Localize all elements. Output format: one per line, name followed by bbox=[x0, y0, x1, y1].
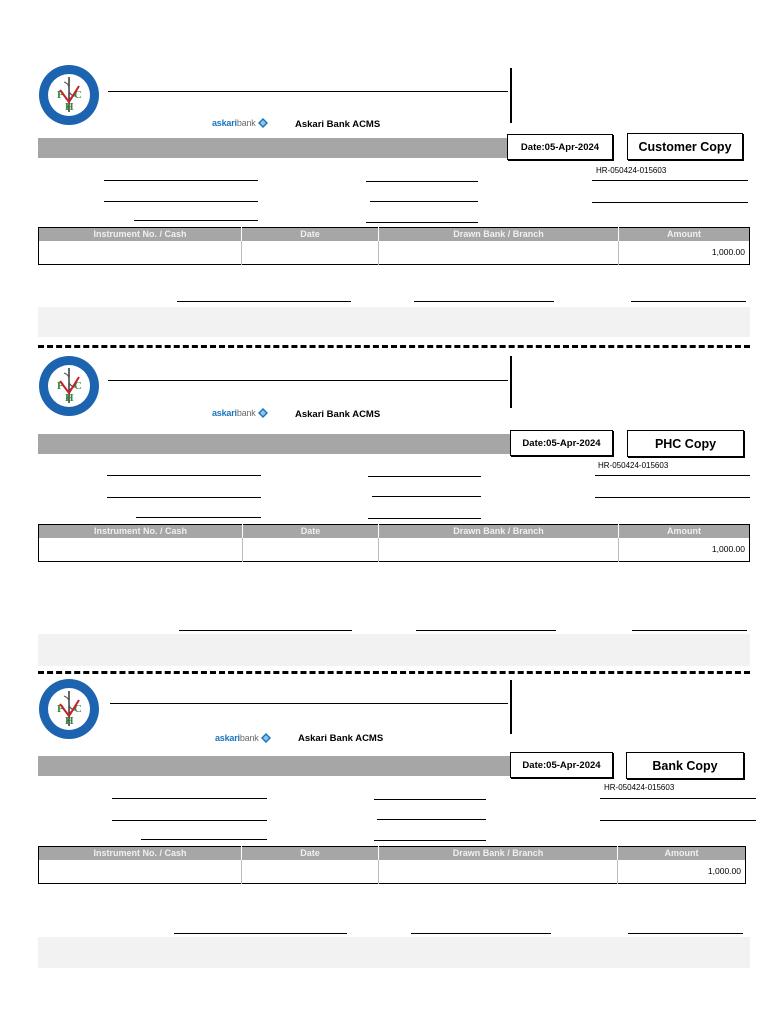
amount-cell: 1,000.00 bbox=[707, 866, 741, 877]
header-divider bbox=[510, 356, 512, 408]
field-line bbox=[595, 475, 750, 476]
copy-label: Customer Copy bbox=[627, 133, 743, 160]
instrument-table bbox=[38, 846, 746, 884]
column-header: Drawn Bank / Branch bbox=[379, 228, 619, 241]
bank-brand-left: askari bbox=[215, 733, 240, 743]
reference-number: HR-050424-015603 bbox=[598, 461, 669, 470]
instrument-table bbox=[38, 524, 750, 562]
logo-letter-h: H bbox=[65, 392, 74, 404]
field-line bbox=[141, 839, 267, 840]
column-header: Date bbox=[242, 847, 379, 860]
askari-bank-logo bbox=[215, 733, 271, 743]
signature-line bbox=[179, 630, 352, 631]
table-cell bbox=[242, 860, 379, 884]
reference-number: HR-050424-015603 bbox=[604, 783, 675, 792]
field-line bbox=[374, 840, 486, 841]
footer-bar bbox=[38, 307, 750, 337]
column-header: Date bbox=[242, 228, 379, 241]
signature-line bbox=[414, 301, 554, 302]
field-line bbox=[107, 497, 261, 498]
table-cell bbox=[243, 538, 379, 562]
bank-brand-right: bank bbox=[236, 118, 256, 128]
bank-brand-right: bank bbox=[236, 408, 256, 418]
reference-number: HR-050424-015603 bbox=[596, 166, 667, 175]
bank-name: Askari Bank ACMS bbox=[295, 409, 381, 420]
amount-cell: 1,000.00 bbox=[711, 247, 745, 258]
logo-letter-p: P bbox=[57, 703, 64, 715]
copy-label: Bank Copy bbox=[626, 752, 744, 779]
field-line bbox=[600, 820, 756, 821]
column-header: Instrument No. / Cash bbox=[39, 228, 242, 241]
cut-line bbox=[38, 345, 750, 348]
column-header: Amount bbox=[618, 847, 746, 860]
column-header: Amount bbox=[619, 525, 750, 538]
table-row bbox=[39, 860, 746, 884]
field-line bbox=[372, 496, 481, 497]
table-cell bbox=[379, 538, 619, 562]
column-header: Instrument No. / Cash bbox=[39, 525, 243, 538]
signature-line bbox=[416, 630, 556, 631]
table-header-row bbox=[39, 847, 746, 860]
signature-line bbox=[177, 301, 351, 302]
field-line bbox=[107, 475, 261, 476]
field-line bbox=[374, 799, 486, 800]
amount-cell: 1,000.00 bbox=[711, 544, 745, 555]
header-divider bbox=[510, 680, 512, 734]
logo-letter-p: P bbox=[57, 89, 64, 101]
footer-bar bbox=[38, 634, 750, 666]
signature-line bbox=[631, 301, 746, 302]
bank-brand-left: askari bbox=[212, 408, 237, 418]
cut-line bbox=[38, 671, 750, 674]
bank-name: Askari Bank ACMS bbox=[295, 119, 381, 130]
table-header-row bbox=[39, 525, 750, 538]
logo-letter-p: P bbox=[57, 380, 64, 392]
field-line bbox=[112, 820, 267, 821]
logo-letter-c: C bbox=[74, 703, 82, 715]
askari-bank-logo bbox=[212, 408, 268, 418]
bank-brand-left: askari bbox=[212, 118, 237, 128]
logo-letter-c: C bbox=[74, 380, 82, 392]
signature-line bbox=[632, 630, 747, 631]
title-line bbox=[110, 703, 508, 704]
bank-name: Askari Bank ACMS bbox=[298, 733, 384, 744]
logo-letter-h: H bbox=[65, 715, 74, 727]
header-bar bbox=[38, 756, 510, 776]
field-line bbox=[600, 798, 756, 799]
field-line bbox=[112, 798, 267, 799]
logo-letter-h: H bbox=[65, 101, 74, 113]
table-cell bbox=[39, 860, 242, 884]
phc-logo-icon bbox=[38, 355, 100, 417]
date-box: Date:05-Apr-2024 bbox=[510, 752, 613, 778]
phc-logo-icon bbox=[38, 678, 100, 740]
field-line bbox=[377, 819, 486, 820]
field-line bbox=[368, 518, 481, 519]
signature-line bbox=[628, 933, 743, 934]
footer-bar bbox=[38, 937, 750, 968]
date-box: Date:05-Apr-2024 bbox=[510, 430, 613, 456]
date-box: Date:05-Apr-2024 bbox=[507, 134, 613, 160]
title-line bbox=[108, 380, 508, 381]
field-line bbox=[368, 476, 481, 477]
column-header: Drawn Bank / Branch bbox=[379, 847, 618, 860]
signature-line bbox=[174, 933, 347, 934]
column-header: Amount bbox=[619, 228, 750, 241]
table-cell bbox=[39, 538, 243, 562]
copy-label: PHC Copy bbox=[627, 430, 744, 457]
diamond-icon bbox=[258, 408, 268, 418]
column-header: Instrument No. / Cash bbox=[39, 847, 242, 860]
field-line bbox=[595, 497, 750, 498]
table-cell bbox=[379, 860, 618, 884]
header-bar bbox=[38, 434, 510, 454]
field-line bbox=[136, 517, 261, 518]
bank-brand-right: bank bbox=[239, 733, 259, 743]
column-header: Date bbox=[243, 525, 379, 538]
diamond-icon bbox=[261, 733, 271, 743]
signature-line bbox=[411, 933, 551, 934]
column-header: Drawn Bank / Branch bbox=[379, 525, 619, 538]
logo-letter-c: C bbox=[74, 89, 82, 101]
table-row bbox=[39, 538, 750, 562]
